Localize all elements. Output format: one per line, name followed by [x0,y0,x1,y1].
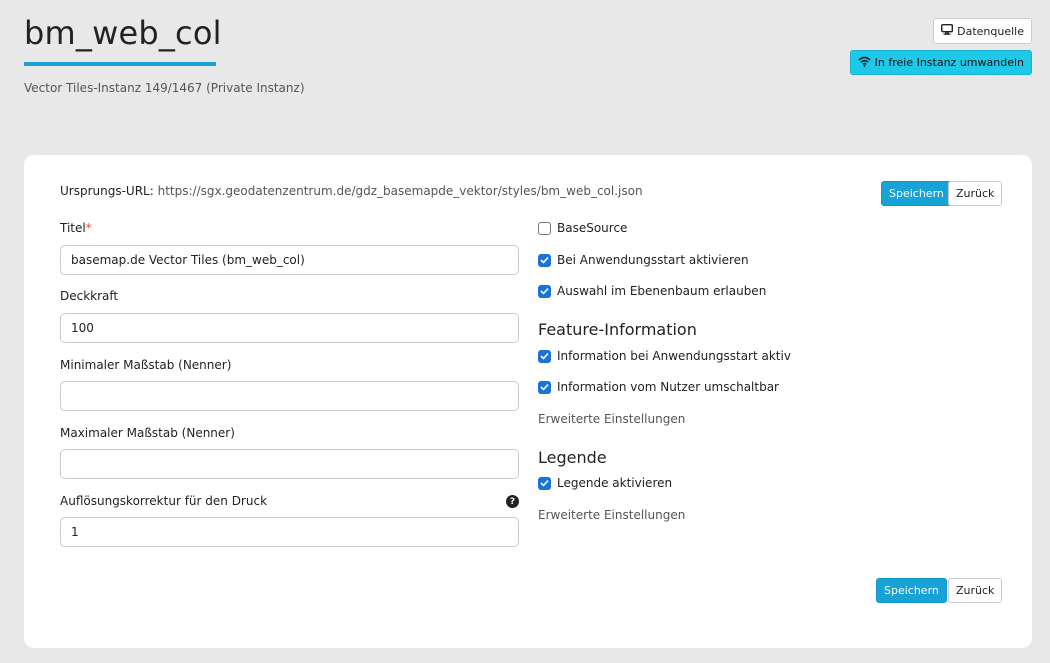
advanced-settings-link-feature-info[interactable]: Erweiterte Einstellungen [538,412,686,426]
help-icon[interactable]: ? [506,495,519,508]
min-scale-input[interactable] [60,381,519,411]
checkmark-icon [540,352,549,360]
legend-heading: Legende [538,448,607,467]
fi-active-row[interactable] [538,349,791,363]
fi-toggle-label: Information vom Nutzer umschaltbar [557,380,779,394]
legend-active-row[interactable] [538,476,672,490]
instance-form-card [24,155,1032,648]
legend-active-checkbox[interactable] [538,477,551,490]
convert-to-free-instance-button[interactable] [850,50,1032,75]
advanced-settings-link-legend[interactable]: Erweiterte Einstellungen [538,508,686,522]
checkmark-icon [540,256,549,264]
monitor-icon [941,24,953,38]
max-scale-input[interactable] [60,449,519,479]
datenquelle-button[interactable] [933,18,1032,44]
convert-label: In freie Instanz umwandeln [874,56,1024,69]
fi-toggle-row[interactable] [538,380,779,394]
title-input[interactable]: basemap.de Vector Tiles (bm_web_col) [60,245,519,275]
fi-toggle-checkbox[interactable] [538,381,551,394]
required-mark: * [85,221,92,235]
origin-url-line [60,184,643,198]
datenquelle-label: Datenquelle [957,24,1024,38]
page-title: bm_web_col [24,14,222,52]
activate-on-start-row[interactable] [538,253,749,267]
title-label-text: Titel [60,221,86,235]
page-subtitle: Vector Tiles-Instanz 149/1467 (Private Instanz) [24,81,305,95]
allow-selection-label: Auswahl im Ebenenbaum erlauben [557,284,767,298]
origin-url-label: Ursprungs-URL: [60,184,154,198]
activate-on-start-label: Bei Anwendungsstart aktivieren [557,253,749,267]
legend-active-label: Legende aktivieren [557,476,673,490]
back-button-bottom[interactable]: Zurück [948,578,1002,603]
basesource-checkbox-row[interactable] [538,221,627,235]
allow-selection-row[interactable] [538,284,766,298]
fi-active-checkbox[interactable] [538,350,551,363]
min-scale-label: Minimaler Maßstab (Nenner) [60,358,232,372]
activate-on-start-checkbox[interactable] [538,254,551,267]
checkmark-icon [540,383,549,391]
basesource-label: BaseSource [557,221,628,235]
checkmark-icon [540,479,549,487]
opacity-input[interactable]: 100 [60,313,519,343]
title-field-label [60,221,92,235]
opacity-label: Deckkraft [60,289,119,303]
wifi-icon [858,56,871,70]
print-resolution-label: Auflösungskorrektur für den Druck [60,494,268,508]
max-scale-label: Maximaler Maßstab (Nenner) [60,426,235,440]
fi-active-label: Information bei Anwendungsstart aktiv [557,349,791,363]
title-underline [24,62,216,66]
save-button-bottom[interactable]: Speichern [876,578,947,603]
allow-selection-checkbox[interactable] [538,285,551,298]
save-button-top[interactable]: Speichern [881,181,952,206]
origin-url-value: https://sgx.geodatenzentrum.de/gdz_basemapde_vektor/styles/bm_web_col.json [157,184,643,198]
feature-info-heading: Feature-Information [538,320,697,339]
checkmark-icon [540,287,549,295]
basesource-checkbox[interactable] [538,222,551,235]
back-button-top[interactable]: Zurück [948,181,1002,206]
print-resolution-input[interactable]: 1 [60,517,519,547]
